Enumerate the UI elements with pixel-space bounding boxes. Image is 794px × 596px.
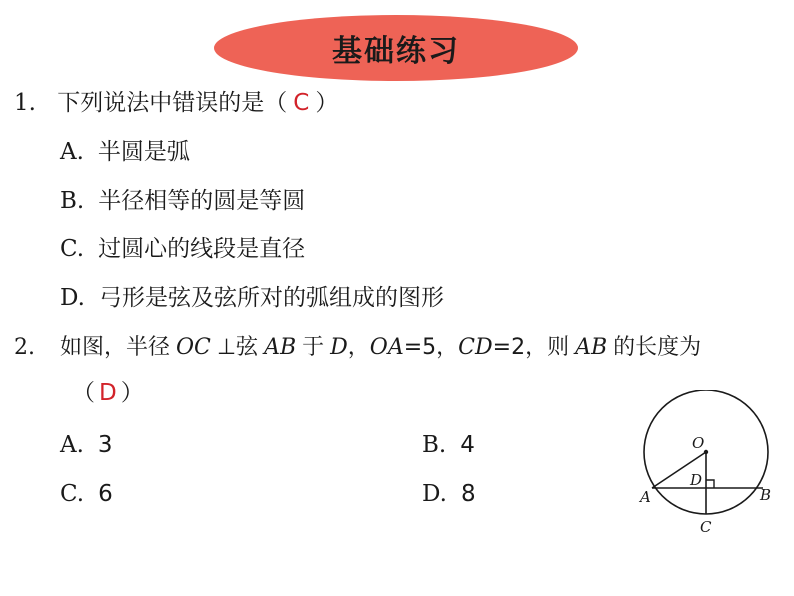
question-2-option-a (60, 430, 113, 460)
option-letter: D. (422, 481, 447, 507)
option-text: 6 (98, 481, 113, 507)
option-text: 半圆是弧 (97, 139, 190, 165)
section-title-banner (214, 15, 578, 81)
label-d: D (690, 471, 703, 489)
option-text: 3 (97, 432, 113, 458)
question-2-option-c (60, 479, 113, 509)
option-letter: D. (60, 285, 85, 311)
math-var: AB (264, 335, 297, 360)
option-letter: A. (60, 139, 84, 165)
label-o: O (692, 434, 705, 452)
question-1-option-b (60, 186, 305, 216)
question-1-close-paren: ） (315, 90, 339, 116)
question-1-open-paren: （ (264, 90, 288, 116)
question-2-text: 如图，半径 (60, 335, 171, 360)
option-letter: C. (60, 236, 85, 262)
question-2-answer: D (99, 380, 117, 406)
question-1-option-c (60, 234, 305, 264)
center-point (704, 450, 708, 454)
question-1-text: 下列说法中错误的是 (57, 90, 265, 116)
question-2-text: ， (347, 335, 370, 360)
question-1-number: 1. (14, 90, 36, 116)
question-2-text: 于 (302, 335, 325, 360)
option-letter: C. (60, 481, 85, 507)
option-letter: B. (422, 432, 447, 458)
question-2-open-paren: （ (72, 380, 95, 406)
question-1-option-d (60, 283, 444, 313)
math-var: OC (176, 335, 211, 360)
question-2-option-d (422, 479, 476, 509)
question-2-close-paren: ） (120, 380, 144, 406)
math-var: AB (575, 335, 608, 360)
question-2-text: ⊥弦 (216, 335, 259, 360)
question-2-option-b (422, 430, 475, 460)
option-text: 4 (460, 432, 475, 458)
math-var: OA (369, 335, 404, 360)
option-text: 过圆心的线段是直径 (98, 236, 306, 262)
option-letter: A. (60, 432, 84, 458)
math-var: D (330, 335, 348, 360)
option-text: 半径相等的圆是等圆 (98, 188, 306, 214)
question-2-text: 的长度为 (613, 335, 702, 360)
question-2-stem (14, 333, 701, 363)
option-text: 8 (460, 481, 476, 507)
label-a: A (640, 488, 651, 506)
question-2-number: 2. (14, 335, 35, 360)
question-2-text: =5， (403, 335, 459, 360)
right-angle-mark (706, 480, 714, 488)
label-b: B (760, 486, 772, 504)
question-2-text: =2，则 (492, 335, 570, 360)
label-c: C (700, 518, 712, 536)
option-text: 弓形是弦及弦所对的弧组成的图形 (98, 285, 444, 311)
circle-figure (630, 390, 790, 550)
math-var: CD (458, 335, 493, 360)
question-1-answer: C (293, 90, 310, 116)
question-1-stem (14, 88, 338, 118)
option-letter: B. (60, 188, 85, 214)
section-title: 基础练习 (332, 34, 460, 69)
question-1-option-a (60, 137, 190, 167)
question-2-answer-line (72, 378, 144, 408)
